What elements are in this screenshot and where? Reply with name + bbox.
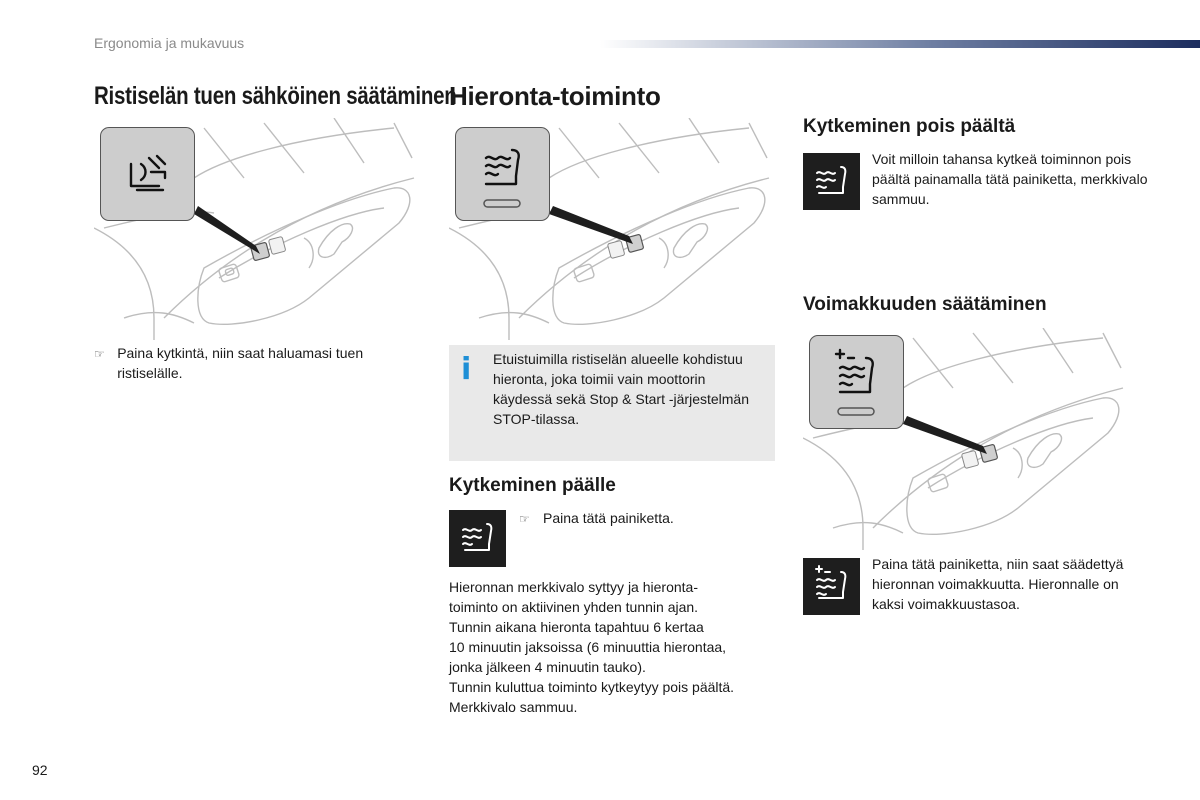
info-text: Etuistuimilla ristiselän alueelle kohdistuu hieronta, joka toimii vain moottorin käydessä sekä Stop & Start -järjestelmän STOP-tilassa. bbox=[493, 351, 750, 427]
pointing-hand-icon: ☞ bbox=[94, 347, 105, 361]
massage-off-button-image bbox=[803, 153, 860, 210]
description-line: jonka jälkeen 4 minuutin tauko). bbox=[449, 659, 646, 675]
massage-intensity-icon bbox=[803, 558, 860, 615]
massage-seat-icon bbox=[449, 510, 506, 567]
description-line: Merkkivalo sammuu. bbox=[449, 699, 578, 715]
massage-control-closeup bbox=[455, 127, 550, 221]
header-gradient-bar bbox=[600, 40, 1200, 48]
switch-off-heading: Kytkeminen pois päältä bbox=[803, 116, 1016, 137]
intensity-heading: Voimakkuuden säätäminen bbox=[803, 294, 1047, 315]
massage-on-button-image bbox=[449, 510, 506, 567]
description-line: 10 minuutin jaksoissa (6 minuuttia hierontaa, bbox=[449, 639, 727, 655]
massage-seat-icon bbox=[803, 153, 860, 210]
description-line: toiminto on aktiivinen yhden tunnin ajan. bbox=[449, 599, 699, 615]
switch-on-heading: Kytkeminen päälle bbox=[449, 475, 616, 496]
intensity-control-closeup bbox=[809, 335, 904, 429]
intensity-text: Paina tätä painiketta, niin saat säädettyä hieronnan voimakkuutta. Hieronnalle on kaksi voimakkuustasoa. bbox=[872, 556, 1124, 612]
lumbar-instruction bbox=[94, 343, 414, 383]
info-icon: i bbox=[461, 352, 472, 387]
massage-heading: Hieronta-toiminto bbox=[449, 81, 661, 111]
lumbar-control-closeup bbox=[100, 127, 195, 221]
switch-on-description bbox=[449, 577, 779, 717]
intensity-button-image bbox=[803, 558, 860, 615]
description-line: Tunnin aikana hieronta tapahtuu 6 kertaa bbox=[449, 619, 704, 635]
page-number: 92 bbox=[32, 762, 48, 778]
switch-off-text: Voit milloin tahansa kytkeä toiminnon pois päältä painamalla tätä painiketta, merkkivalo sammuu. bbox=[872, 151, 1148, 207]
switch-on-instruction-text: Paina tätä painiketta. bbox=[543, 510, 674, 526]
description-line: Hieronnan merkkivalo syttyy ja hieronta- bbox=[449, 579, 698, 595]
switch-on-instruction bbox=[519, 508, 769, 529]
pointing-hand-icon: ☞ bbox=[519, 512, 530, 526]
massage-intensity-icon bbox=[810, 336, 903, 428]
description-line: Tunnin kuluttua toiminto kytkeytyy pois päältä. bbox=[449, 679, 735, 695]
lumbar-heading: Ristiselän tuen sähköinen säätäminen bbox=[94, 82, 457, 110]
massage-seat-icon bbox=[456, 128, 549, 220]
lumbar-support-icon bbox=[101, 128, 194, 220]
section-header: Ergonomia ja mukavuus bbox=[94, 35, 245, 51]
lumbar-instruction-text: Paina kytkintä, niin saat haluamasi tuen ristiselälle. bbox=[117, 345, 364, 381]
